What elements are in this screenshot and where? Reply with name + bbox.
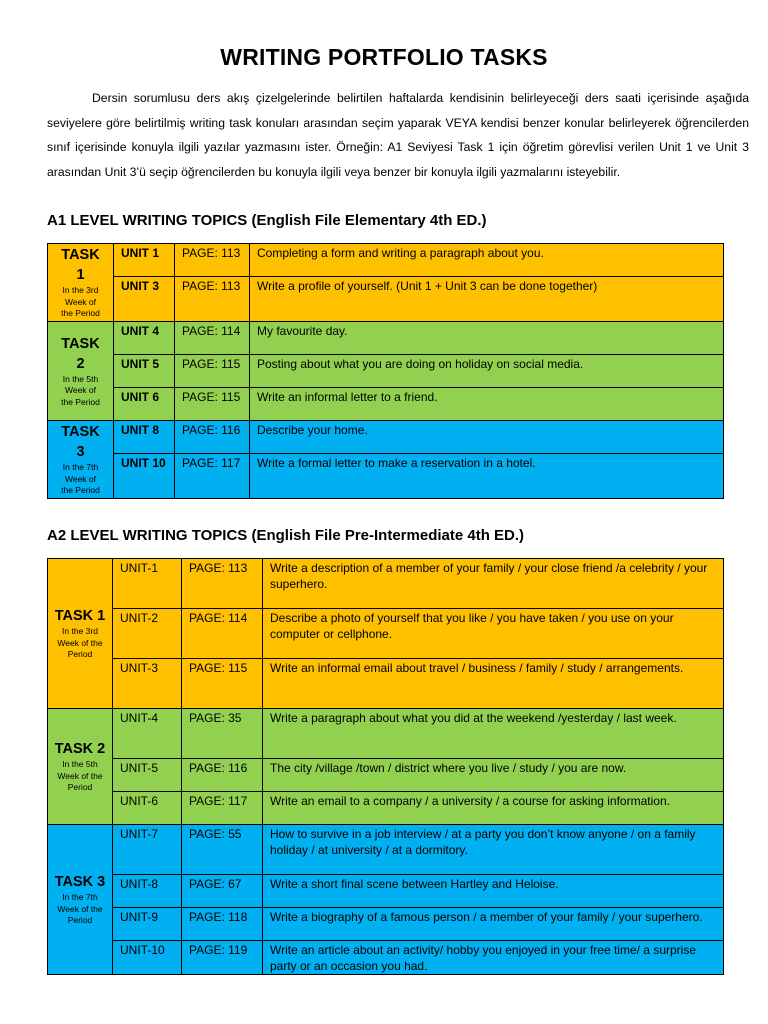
task-cell (48, 421, 114, 499)
task-cell (48, 322, 114, 421)
topic-cell: Write an email to a company / a university / a course for asking information. (263, 792, 724, 825)
task-week: In the 3rd (62, 285, 99, 296)
a1-section-heading (47, 212, 487, 229)
task-week: the Period (61, 485, 100, 496)
table-row (48, 421, 724, 454)
intro-paragraph: Dersin sorumlusu ders akış çizelgelerinde belirtilen haftalarda kendisinin belirleyeceği ders saati içerisinde aşağıda seviyelere göre belirtilmiş writing task konuları arasından seçim yaparak VEYA kendisi benzer konular belirleyerek öğrencilerden sınıf içerisinde konuyla ilgili yazılar yazmasını ister. Örneğin: A1 Seviyesi Task 1 için öğretim görevlisi verilen Unit 1 ve Unit 3 arasından Unit 3’ü seçip öğrencilerden bu konuyla ilgili veya benzer bir konuyla ilgili yazmalarını isteyebilir. (47, 91, 749, 179)
a2-topics-table (47, 558, 724, 975)
table-row (48, 709, 724, 759)
a1-topics-table (47, 243, 724, 499)
a1-book-text: (English File Elementary 4th ED.) (251, 212, 487, 229)
topic-cell: Write a biography of a famous person / a member of your family / your superhero. (263, 908, 724, 941)
task-week: the Period (61, 396, 100, 407)
unit-cell: UNIT 4 (114, 322, 175, 355)
table-row (48, 322, 724, 355)
task-week: the Period (61, 308, 100, 319)
table-row (48, 825, 724, 875)
a2-section-heading (47, 527, 524, 544)
unit-cell: UNIT 5 (114, 355, 175, 388)
topic-cell: Describe your home. (250, 421, 724, 454)
page-cell: PAGE: 117 (182, 792, 263, 825)
page-cell: PAGE: 116 (175, 421, 250, 454)
task-week: Week of the (57, 770, 103, 781)
topic-cell: Completing a form and writing a paragraph about you. (250, 244, 724, 277)
unit-cell: UNIT 6 (114, 388, 175, 421)
unit-cell: UNIT-7 (113, 825, 182, 875)
table-row (48, 759, 724, 792)
topic-cell: Posting about what you are doing on holiday on social media. (250, 355, 724, 388)
page-cell: PAGE: 116 (182, 759, 263, 792)
table-row (48, 454, 724, 499)
task-week: In the 7th (62, 892, 98, 903)
unit-cell: UNIT-2 (113, 609, 182, 659)
unit-cell: UNIT 8 (114, 421, 175, 454)
topic-cell: My favourite day. (250, 322, 724, 355)
table-row (48, 941, 724, 975)
task-week: In the 5th (62, 373, 99, 384)
topic-cell: Write a profile of yourself. (Unit 1 + Unit 3 can be done together) (250, 277, 724, 322)
task-cell (48, 559, 113, 709)
task-number: 1 (76, 267, 85, 284)
a1-heading-text: A1 LEVEL WRITING TOPICS (47, 212, 248, 229)
task-week: Week of (64, 296, 97, 307)
topic-cell: Write an informal letter to a friend. (250, 388, 724, 421)
page-cell: PAGE: 115 (175, 388, 250, 421)
task-cell (48, 709, 113, 825)
task-week: Period (67, 782, 93, 793)
page-cell: PAGE: 114 (182, 609, 263, 659)
table-row (48, 792, 724, 825)
page-cell: PAGE: 113 (175, 277, 250, 322)
page-cell: PAGE: 55 (182, 825, 263, 875)
page-cell: PAGE: 113 (182, 559, 263, 609)
task-cell (48, 244, 114, 322)
unit-cell: UNIT-9 (113, 908, 182, 941)
table-row (48, 244, 724, 277)
task-label: TASK 3 (54, 874, 106, 891)
unit-cell: UNIT 10 (114, 454, 175, 499)
task-label: TASK (61, 424, 100, 441)
table-row (48, 609, 724, 659)
page-cell: PAGE: 113 (175, 244, 250, 277)
unit-cell: UNIT-10 (113, 941, 182, 975)
task-week: Week of the (57, 903, 103, 914)
a2-heading-text: A2 LEVEL WRITING TOPICS (47, 527, 248, 544)
task-week: In the 7th (62, 462, 99, 473)
topic-cell: How to survive in a job interview / at a party you don’t know anyone / on a family holiday / at university / at a dormitory. (263, 825, 724, 875)
task-number: 2 (76, 355, 85, 372)
task-label: TASK (61, 247, 100, 264)
page-cell: PAGE: 35 (182, 709, 263, 759)
topic-cell: Write a short final scene between Hartley and Heloise. (263, 875, 724, 908)
unit-cell: UNIT-6 (113, 792, 182, 825)
topic-cell: Describe a photo of yourself that you like / you have taken / you use on your computer or cellphone. (263, 609, 724, 659)
table-row (48, 908, 724, 941)
task-week: Week of the (57, 637, 103, 648)
page-cell: PAGE: 115 (182, 659, 263, 709)
page-cell: PAGE: 117 (175, 454, 250, 499)
task-week: In the 3rd (62, 626, 98, 637)
task-week: Period (67, 915, 93, 926)
page-cell: PAGE: 114 (175, 322, 250, 355)
topic-cell: Write a formal letter to make a reservation in a hotel. (250, 454, 724, 499)
table-row (48, 659, 724, 709)
table-row (48, 875, 724, 908)
topic-cell: Write a description of a member of your family / your close friend /a celebrity / your superhero. (263, 559, 724, 609)
task-cell (48, 825, 113, 975)
unit-cell: UNIT-1 (113, 559, 182, 609)
table-row (48, 388, 724, 421)
topic-cell: Write an article about an activity/ hobby you enjoyed in your free time/ a surprise party or an occasion you had. (263, 941, 724, 975)
task-label: TASK 2 (54, 741, 106, 758)
task-number: 3 (76, 444, 85, 461)
task-label: TASK (61, 335, 100, 352)
topic-cell: The city /village /town / district where you live / study / you are now. (263, 759, 724, 792)
table-row (48, 355, 724, 388)
task-week: In the 5th (62, 759, 98, 770)
page-title: WRITING PORTFOLIO TASKS (220, 44, 548, 70)
unit-cell: UNIT 1 (114, 244, 175, 277)
page-cell: PAGE: 115 (175, 355, 250, 388)
table-row (48, 277, 724, 322)
a2-book-text: (English File Pre-Intermediate 4th ED.) (251, 527, 525, 544)
task-week: Week of (64, 473, 97, 484)
unit-cell: UNIT 3 (114, 277, 175, 322)
page-cell: PAGE: 67 (182, 875, 263, 908)
page-cell: PAGE: 119 (182, 941, 263, 975)
topic-cell: Write a paragraph about what you did at the weekend /yesterday / last week. (263, 709, 724, 759)
table-row (48, 559, 724, 609)
unit-cell: UNIT-3 (113, 659, 182, 709)
unit-cell: UNIT-5 (113, 759, 182, 792)
task-label: TASK 1 (54, 608, 106, 625)
task-week: Period (67, 649, 93, 660)
unit-cell: UNIT-4 (113, 709, 182, 759)
unit-cell: UNIT-8 (113, 875, 182, 908)
page-cell: PAGE: 118 (182, 908, 263, 941)
task-week: Week of (64, 385, 97, 396)
topic-cell: Write an informal email about travel / business / family / study / arrangements. (263, 659, 724, 709)
